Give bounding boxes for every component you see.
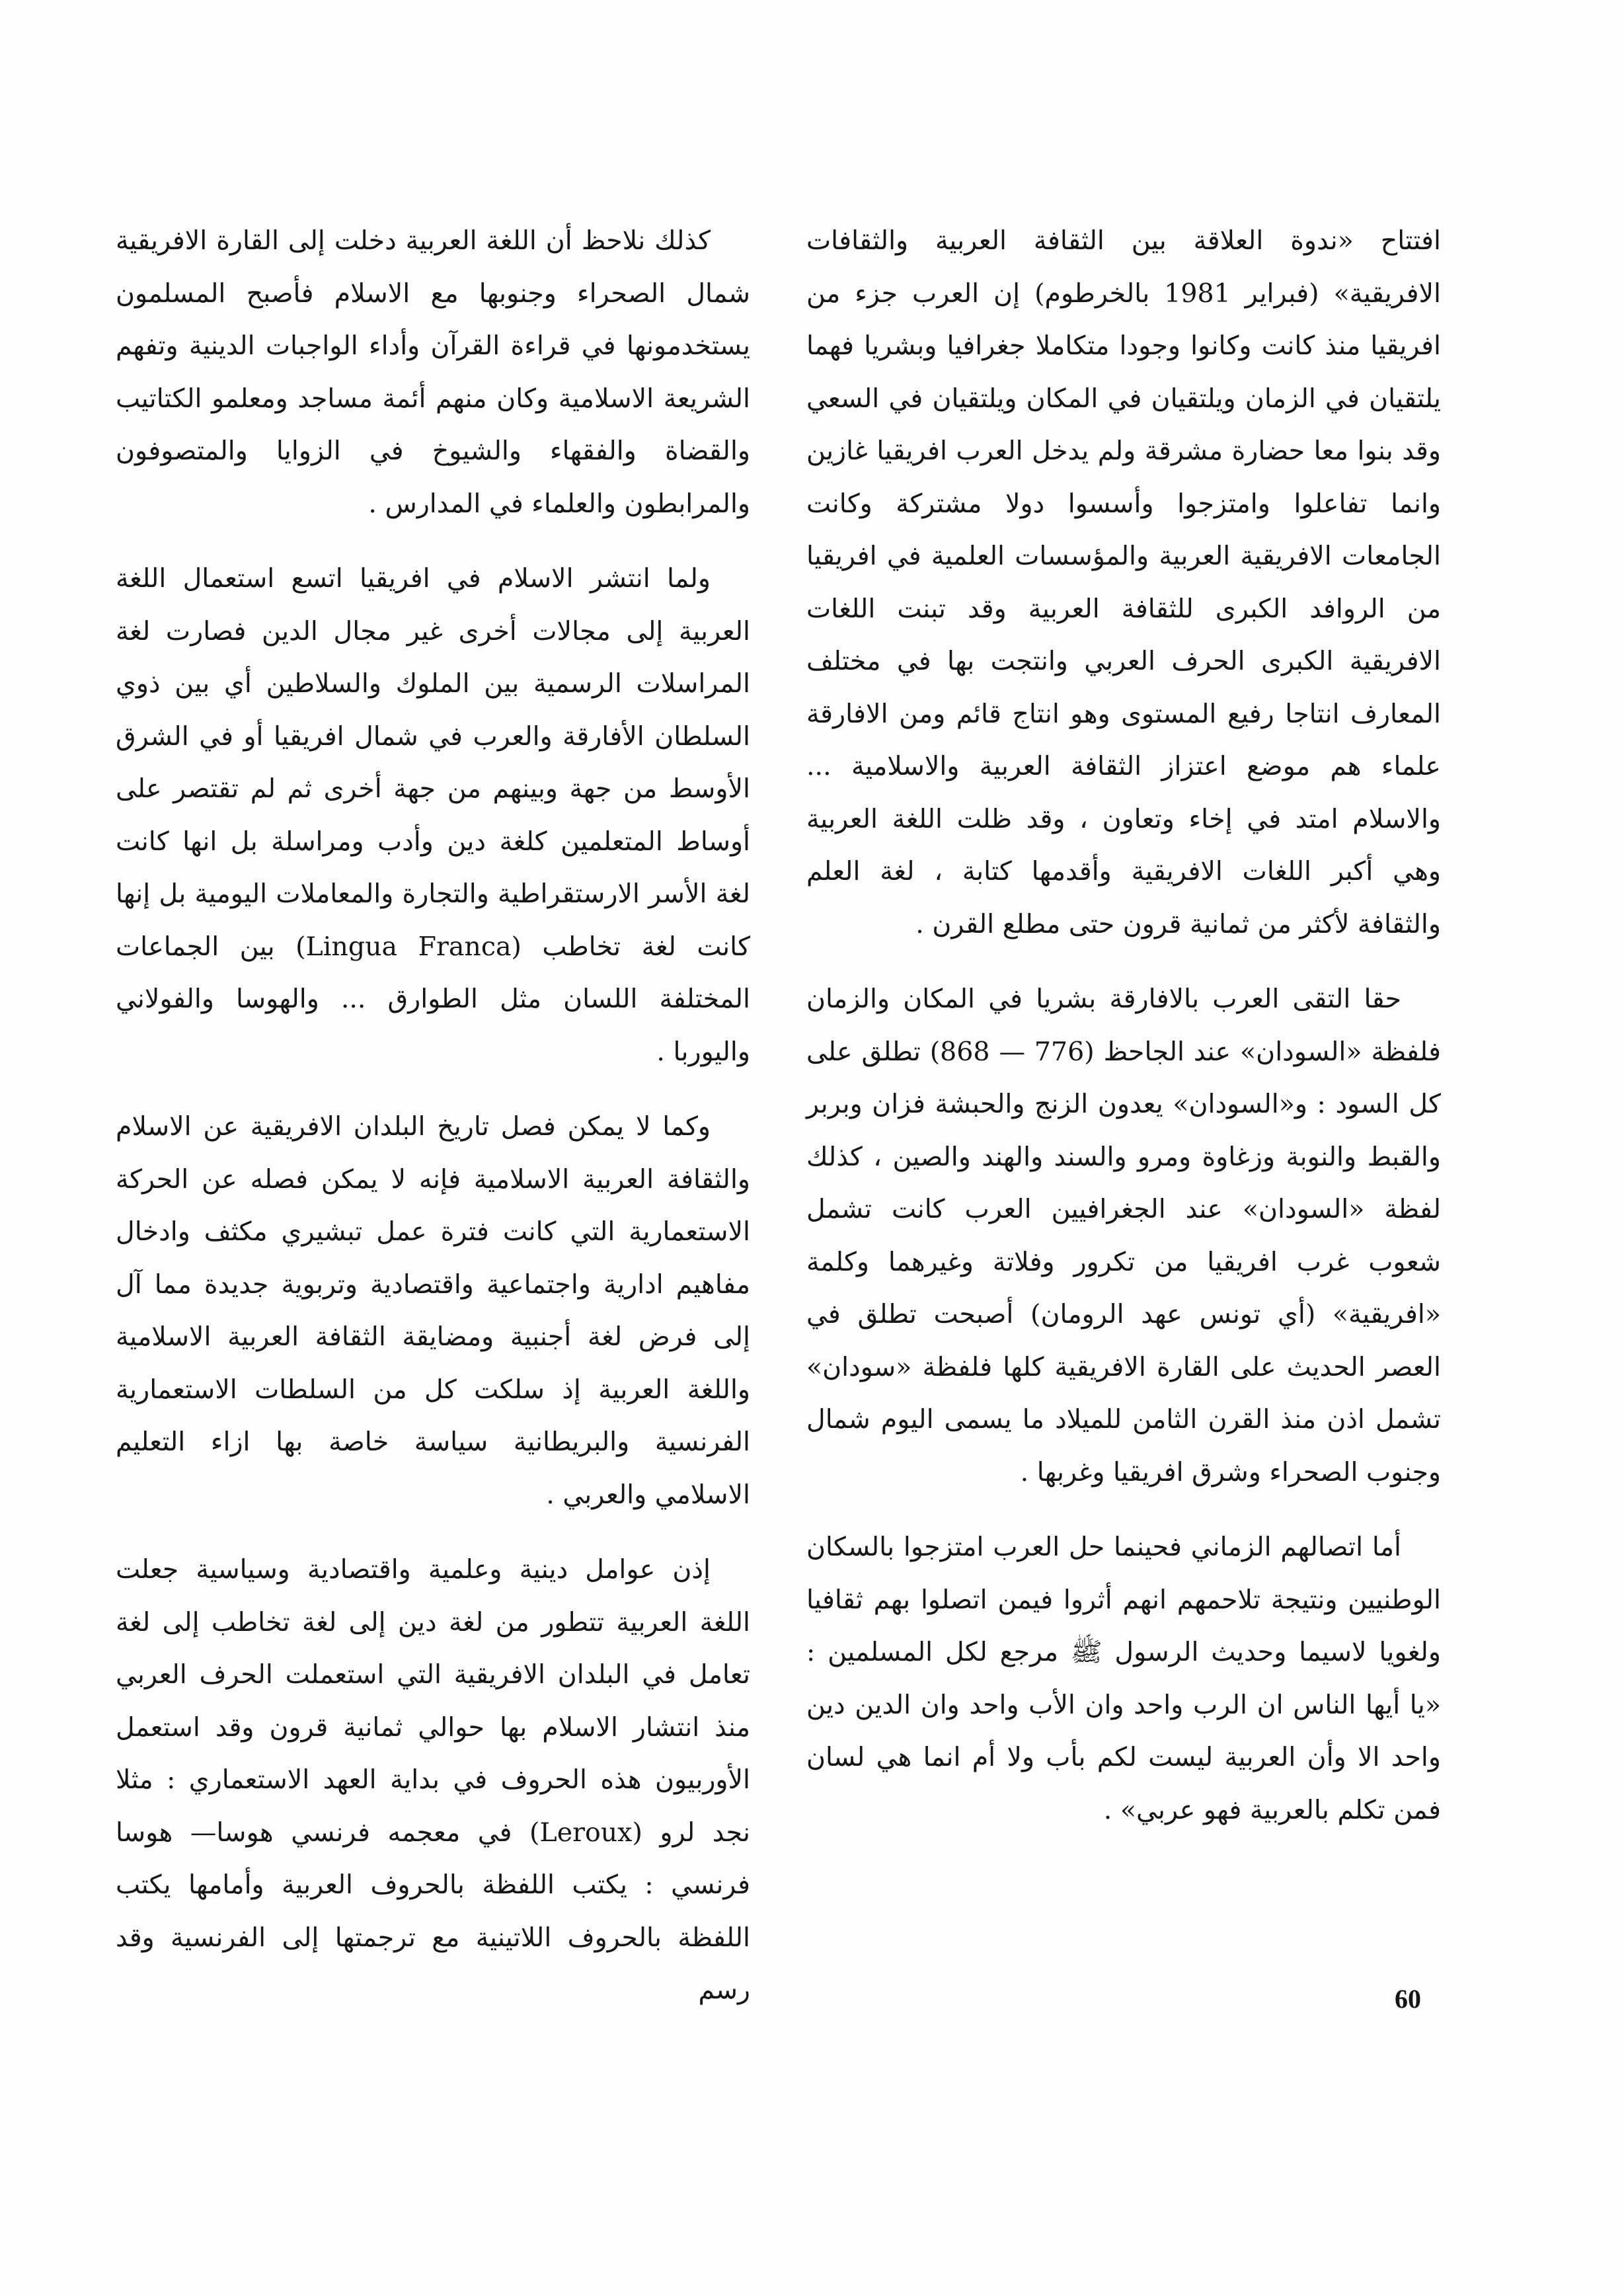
page-number: 60 — [1395, 1984, 1421, 2014]
right-text-column — [806, 215, 1441, 1859]
left-paragraph-2: ولما انتشر الاسلام في افريقيا اتسع استعمال اللغة العربية إلى مجالات أخرى غير مجال الدين فصارت لغة المراسلات الرسمية بين الملوك والسلاطين أي بين ذوي السلطان الأفارقة والعرب في شمال افريقيا أو في الشرق الأوسط من جهة وبينهم من جهة أخرى ثم لم تقتصر على أوساط المتعلمين كلغة دين وأدب ومراسلة بل انها كانت لغة الأسر الارستقراطية والتجارة والمعاملات اليومية بل إنها كانت لغة تخاطب (Lingua Franca) بين الجماعات المختلفة اللسان مثل الطوارق ... والهوسا والفولاني واليوربا . — [116, 563, 751, 1067]
left-paragraph-4: إذن عوامل دينية وعلمية واقتصادية وسياسية جعلت اللغة العربية تتطور من لغة دين إلى لغة تخاطب إلى لغة تعامل في البلدان الافريقية التي استعملت الحرف العربي منذ انتشار الاسلام بها حوالي ثمانية قرون وقد استعمل الأوربيون هذه الحروف في بداية العهد الاستعماري : مثلا نجد لرو (Leroux) في معجمه فرنسي هوسا— هوسا فرنسي : يكتب اللفظة بالحروف العربية وأمامها يكتب اللفظة بالحروف اللاتينية مع ترجمتها إلى الفرنسية وقد رسم — [116, 1554, 750, 2005]
left-paragraph-3: وكما لا يمكن فصل تاريخ البلدان الافريقية عن الاسلام والثقافة العربية الاسلامية فإنه لا يمكن فصله عن الحركة الاستعمارية التي كانت فترة عمل تبشيري مكثف وادخال مفاهيم ادارية واجتماعية واقتصادية وتربوية جديدة مما آل إلى فرض لغة أجنبية ومضايقة الثقافة العربية الاسلامية واللغة العربية إذ سلكت كل من السلطات الاستعمارية الفرنسية والبريطانية سياسة خاصة بها ازاء التعليم الاسلامي والعربي . — [116, 1111, 750, 1510]
left-text-column — [116, 215, 750, 2039]
right-paragraph-3: أما اتصالهم الزماني فحينما حل العرب امتزجوا بالسكان الوطنيين ونتيجة تلاحمهم انهم أثروا فيمن اتصلوا بهم ثقافيا ولغويا لاسيما وحديث الرسول ﷺ مرجع لكل المسلمين : «يا أيها الناس ان الرب واحد وان الأب واحد وان الدين دين واحد الا وأن العربية ليست لكم بأب ولا أم انما هي لسان فمن تكلم بالعربية فهو عربي» . — [806, 1532, 1441, 1825]
left-paragraph-1: كذلك نلاحظ أن اللغة العربية دخلت إلى القارة الافريقية شمال الصحراء وجنوبها مع الاسلام فأصبح المسلمون يستخدمونها في قراءة القرآن وأداء الواجبات الدينية وتفهم الشريعة الاسلامية وكان منهم أئمة مساجد ومعلمو الكتاتيب والقضاة والفقهاء والشيوخ في الزوايا والمتصوفون والمرابطون والعلماء في المدارس . — [116, 225, 750, 519]
right-paragraph-1: افتتاح «ندوة العلاقة بين الثقافة العربية والثقافات الافريقية» (فبراير 1981 بالخرطوم) إن العرب جزء من افريقيا منذ كانت وكانوا وجودا متكاملا جغرافيا وبشريا فهما يلتقيان في الزمان ويلتقيان في المكان ويلتقيان في السعي وقد بنوا معا حضارة مشرقة ولم يدخل العرب افريقيا غازين وانما تفاعلوا وامتزجوا وأسسوا دولا مشتركة وكانت الجامعات الافريقية العربية والمؤسسات العلمية في افريقيا من الروافد الكبرى للثقافة العربية وقد تبنت اللغات الافريقية الكبرى الحرف العربي وانتجت بها في مختلف المعارف انتاجا رفيع المستوى وهو انتاج قائم ومن الافارقة علماء هم موضع اعتزاز الثقافة العربية والاسلامية ... والاسلام امتد في إخاء وتعاون ، وقد ظلت اللغة العربية وهي أكبر اللغات الافريقية وأقدمها كتابة ، لغة العلم والثقافة لأكثر من ثمانية قرون حتى مطلع القرن . — [806, 225, 1441, 939]
right-paragraph-2: حقا التقى العرب بالافارقة بشريا في المكان والزمان فلفظة «السودان» عند الجاحظ (776 — 868) تطلق على كل السود : و«السودان» يعدون الزنج والحبشة فزان وبربر والقبط والنوبة وزغاوة ومرو والسند والهند والصين ، كذلك لفظة «السودان» عند الجغرافيين العرب كانت تشمل شعوب غرب افريقيا من تكرور وفلاتة وغيرهما وكلمة «افريقية» (أي تونس عهد الرومان) أصبحت تطلق في العصر الحديث على القارة الافريقية كلها فلفظة «سودان» تشمل اذن منذ القرن الثامن للميلاد ما يسمى اليوم شمال وجنوب الصحراء وشرق افريقيا وغربها . — [806, 984, 1441, 1487]
